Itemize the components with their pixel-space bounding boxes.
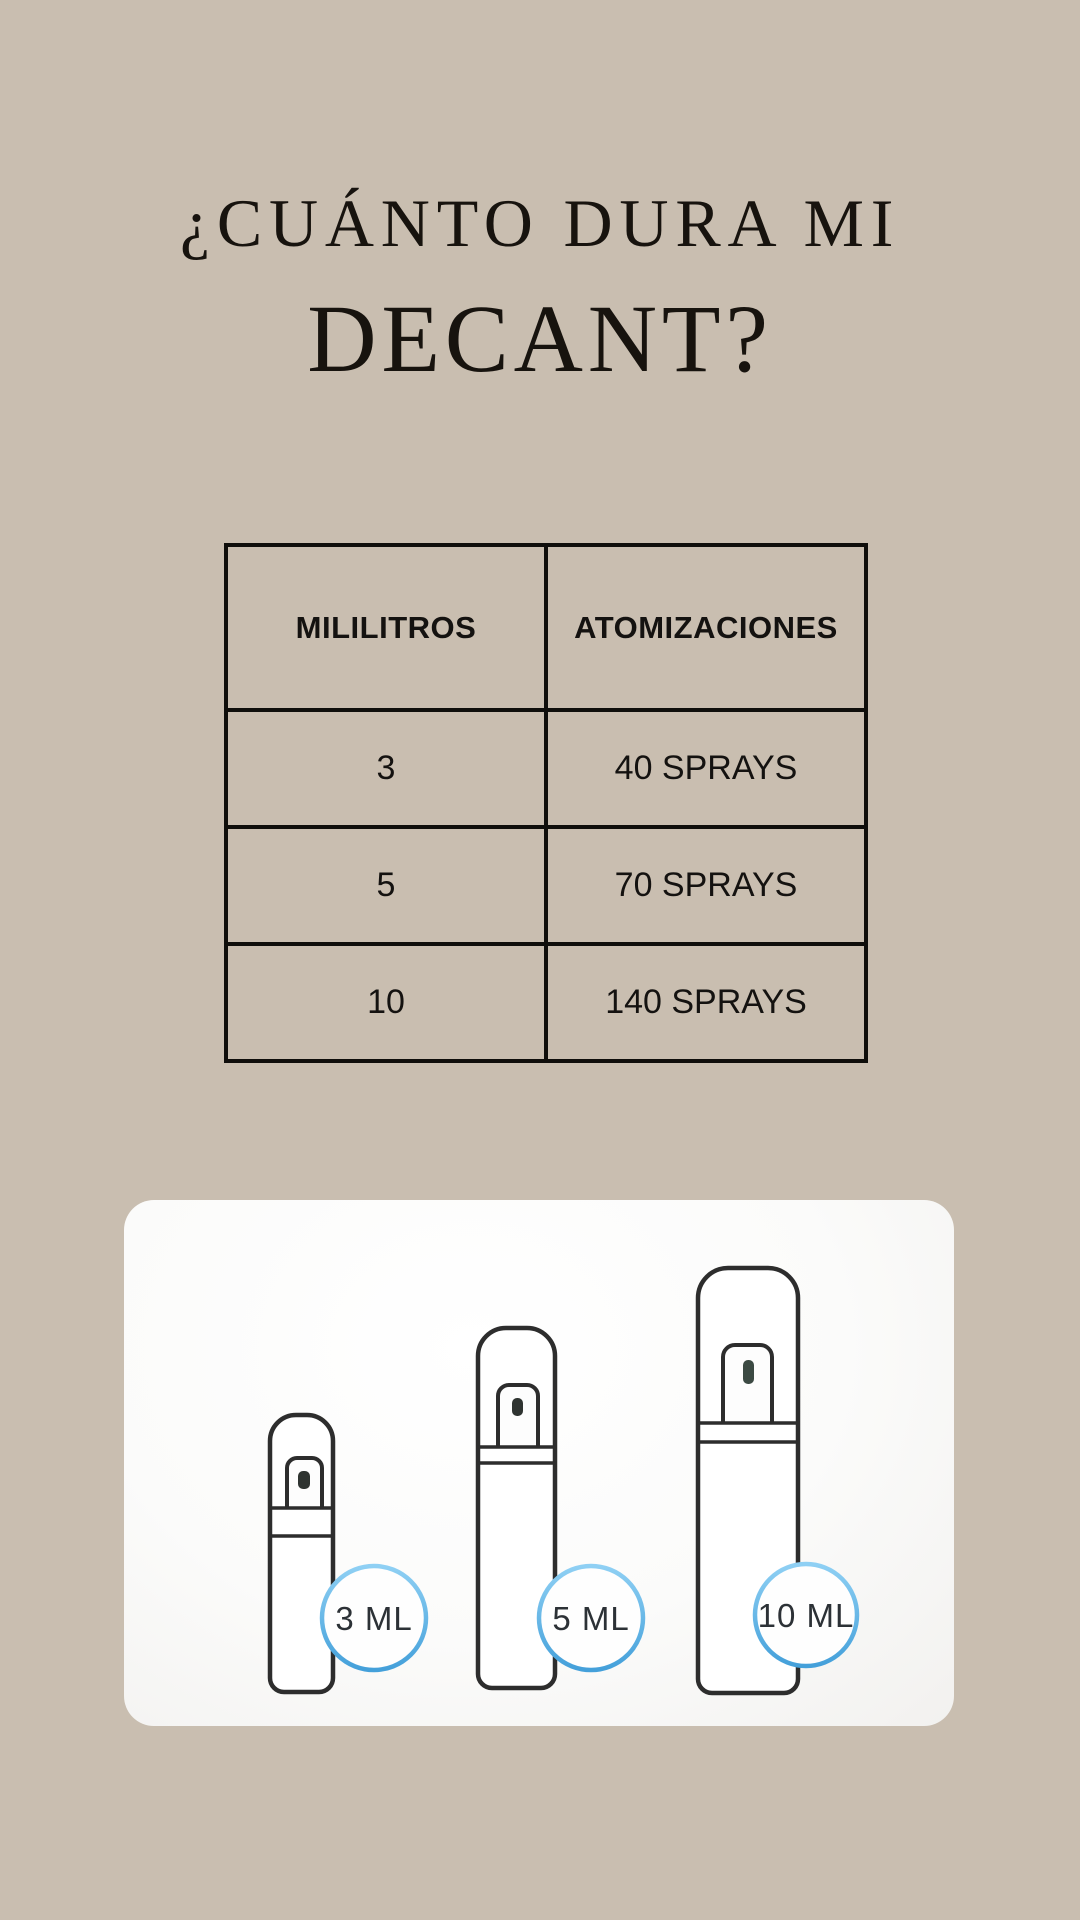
header-row [226, 545, 866, 710]
bottle-10ml-sprayer-head [723, 1345, 772, 1423]
bottle-5ml-size-badge [539, 1566, 643, 1670]
ml-cell: 3 [226, 710, 546, 827]
sprays-cell: 40 SPRAYS [546, 710, 866, 827]
bottles-illustration [124, 1200, 954, 1726]
table-row [226, 827, 866, 944]
spray-table-body [226, 710, 866, 1061]
spray-table [224, 543, 868, 1063]
bottle-size-label: 3 ML [335, 1600, 413, 1637]
bottle-10ml-size-badge [755, 1564, 857, 1666]
bottle-3ml-nozzle-slot [298, 1471, 310, 1489]
bottle-size-label: 5 ML [552, 1600, 630, 1637]
bottle-5ml-nozzle-slot [512, 1398, 523, 1416]
bottles-card [124, 1200, 954, 1726]
table-row [226, 710, 866, 827]
column-header-mililitros: MILILITROS [226, 545, 546, 710]
sprays-cell: 70 SPRAYS [546, 827, 866, 944]
bottle-3ml-size-badge [322, 1566, 426, 1670]
table-row [226, 944, 866, 1061]
title-line-2: DECANT? [307, 285, 773, 392]
bottle-10ml-nozzle-slot [743, 1360, 754, 1384]
page-title [0, 185, 1080, 392]
sprays-cell: 140 SPRAYS [546, 944, 866, 1061]
bottle-3ml-illustration [270, 1415, 333, 1692]
title-line-1: ¿CUÁNTO DURA MI [179, 185, 901, 261]
ml-cell: 5 [226, 827, 546, 944]
ml-cell: 10 [226, 944, 546, 1061]
spray-table-header [226, 545, 866, 710]
bottle-size-label: 10 ML [757, 1597, 855, 1634]
column-header-atomizaciones: ATOMIZACIONES [546, 545, 866, 710]
